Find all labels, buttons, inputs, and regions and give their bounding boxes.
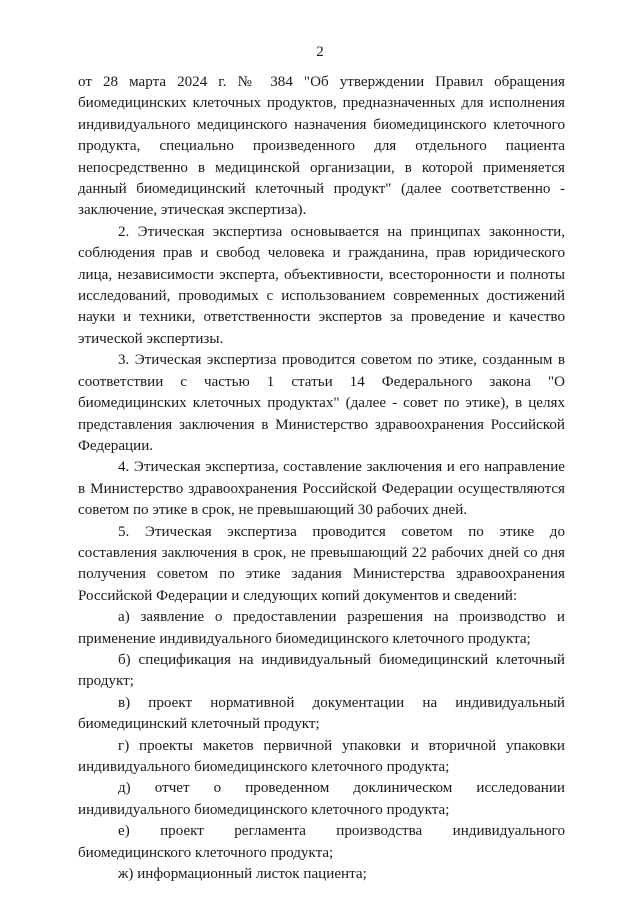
page-number: 2 <box>316 44 324 60</box>
subitem-d: д) отчет о проведенном доклиническом исследовании индивидуального биомедицинского клеточного продукта; <box>78 780 565 818</box>
paragraph-item-2: 2. Этическая экспертиза основывается на принципах законности, соблюдения прав и свобод человека и гражданина, прав юридического лица, независимости эксперта, объективности, всесторонности и полноты исследований, проводимых с использованием современных достижений науки и техники, ответственности экспертов за проведение и качество этической экспертизы. <box>78 223 565 347</box>
paragraph-item-4: 4. Этическая экспертиза, составление заключения и его направление в Министерство здравоохранения Российской Федерации осуществляются советом по этике в срок, не превышающий 30 рабочих дней. <box>78 459 565 519</box>
subitem-g: г) проекты макетов первичной упаковки и вторичной упаковки индивидуального биомедицинского клеточного продукта; <box>78 737 565 775</box>
subitem-b: б) спецификация на индивидуальный биомедицинский клеточный продукт; <box>78 651 565 690</box>
paragraph-item-5: 5. Этическая экспертиза проводится советом по этике до составления заключения в срок, не превышающий 22 рабочих дней со дня получения советом по этике задания Министерства здравоохранения Российской Федерации и следующих копий документов и сведений: <box>78 523 565 604</box>
subitem-zh: ж) информационный листок пациента; <box>118 866 367 883</box>
subitem-v: в) проект нормативной документации на индивидуальный биомедицинский клеточный продукт; <box>78 694 565 733</box>
paragraph-intro-continuation: от 28 марта 2024 г. № 384 "Об утверждении Правил обращения биомедицинских клеточных продуктов, предназначенных для исполнения индивидуального медицинского назначения биомедицинского клеточного продукта, специально произведенного для отдельного пациента непосредственно в медицинской организации, в которой применяется данный биомедицинский клеточный продукт" (далее соответственно - заключение, этическая экспертиза). <box>78 74 565 219</box>
subitem-e: е) проект регламента производства индивидуального биомедицинского клеточного продукта; <box>78 823 565 861</box>
subitem-a: а) заявление о предоставлении разрешения на производство и применение индивидуального биомедицинского клеточного продукта; <box>78 609 565 647</box>
document-body <box>78 72 565 885</box>
paragraph-item-3: 3. Этическая экспертиза проводится советом по этике, созданным в соответствии с частью 1 статьи 14 Федерального закона "О биомедицинских клеточных продуктах" (далее - совет по этике), в целях представления заключения в Министерство здравоохранения Российской Федерации. <box>78 352 565 454</box>
